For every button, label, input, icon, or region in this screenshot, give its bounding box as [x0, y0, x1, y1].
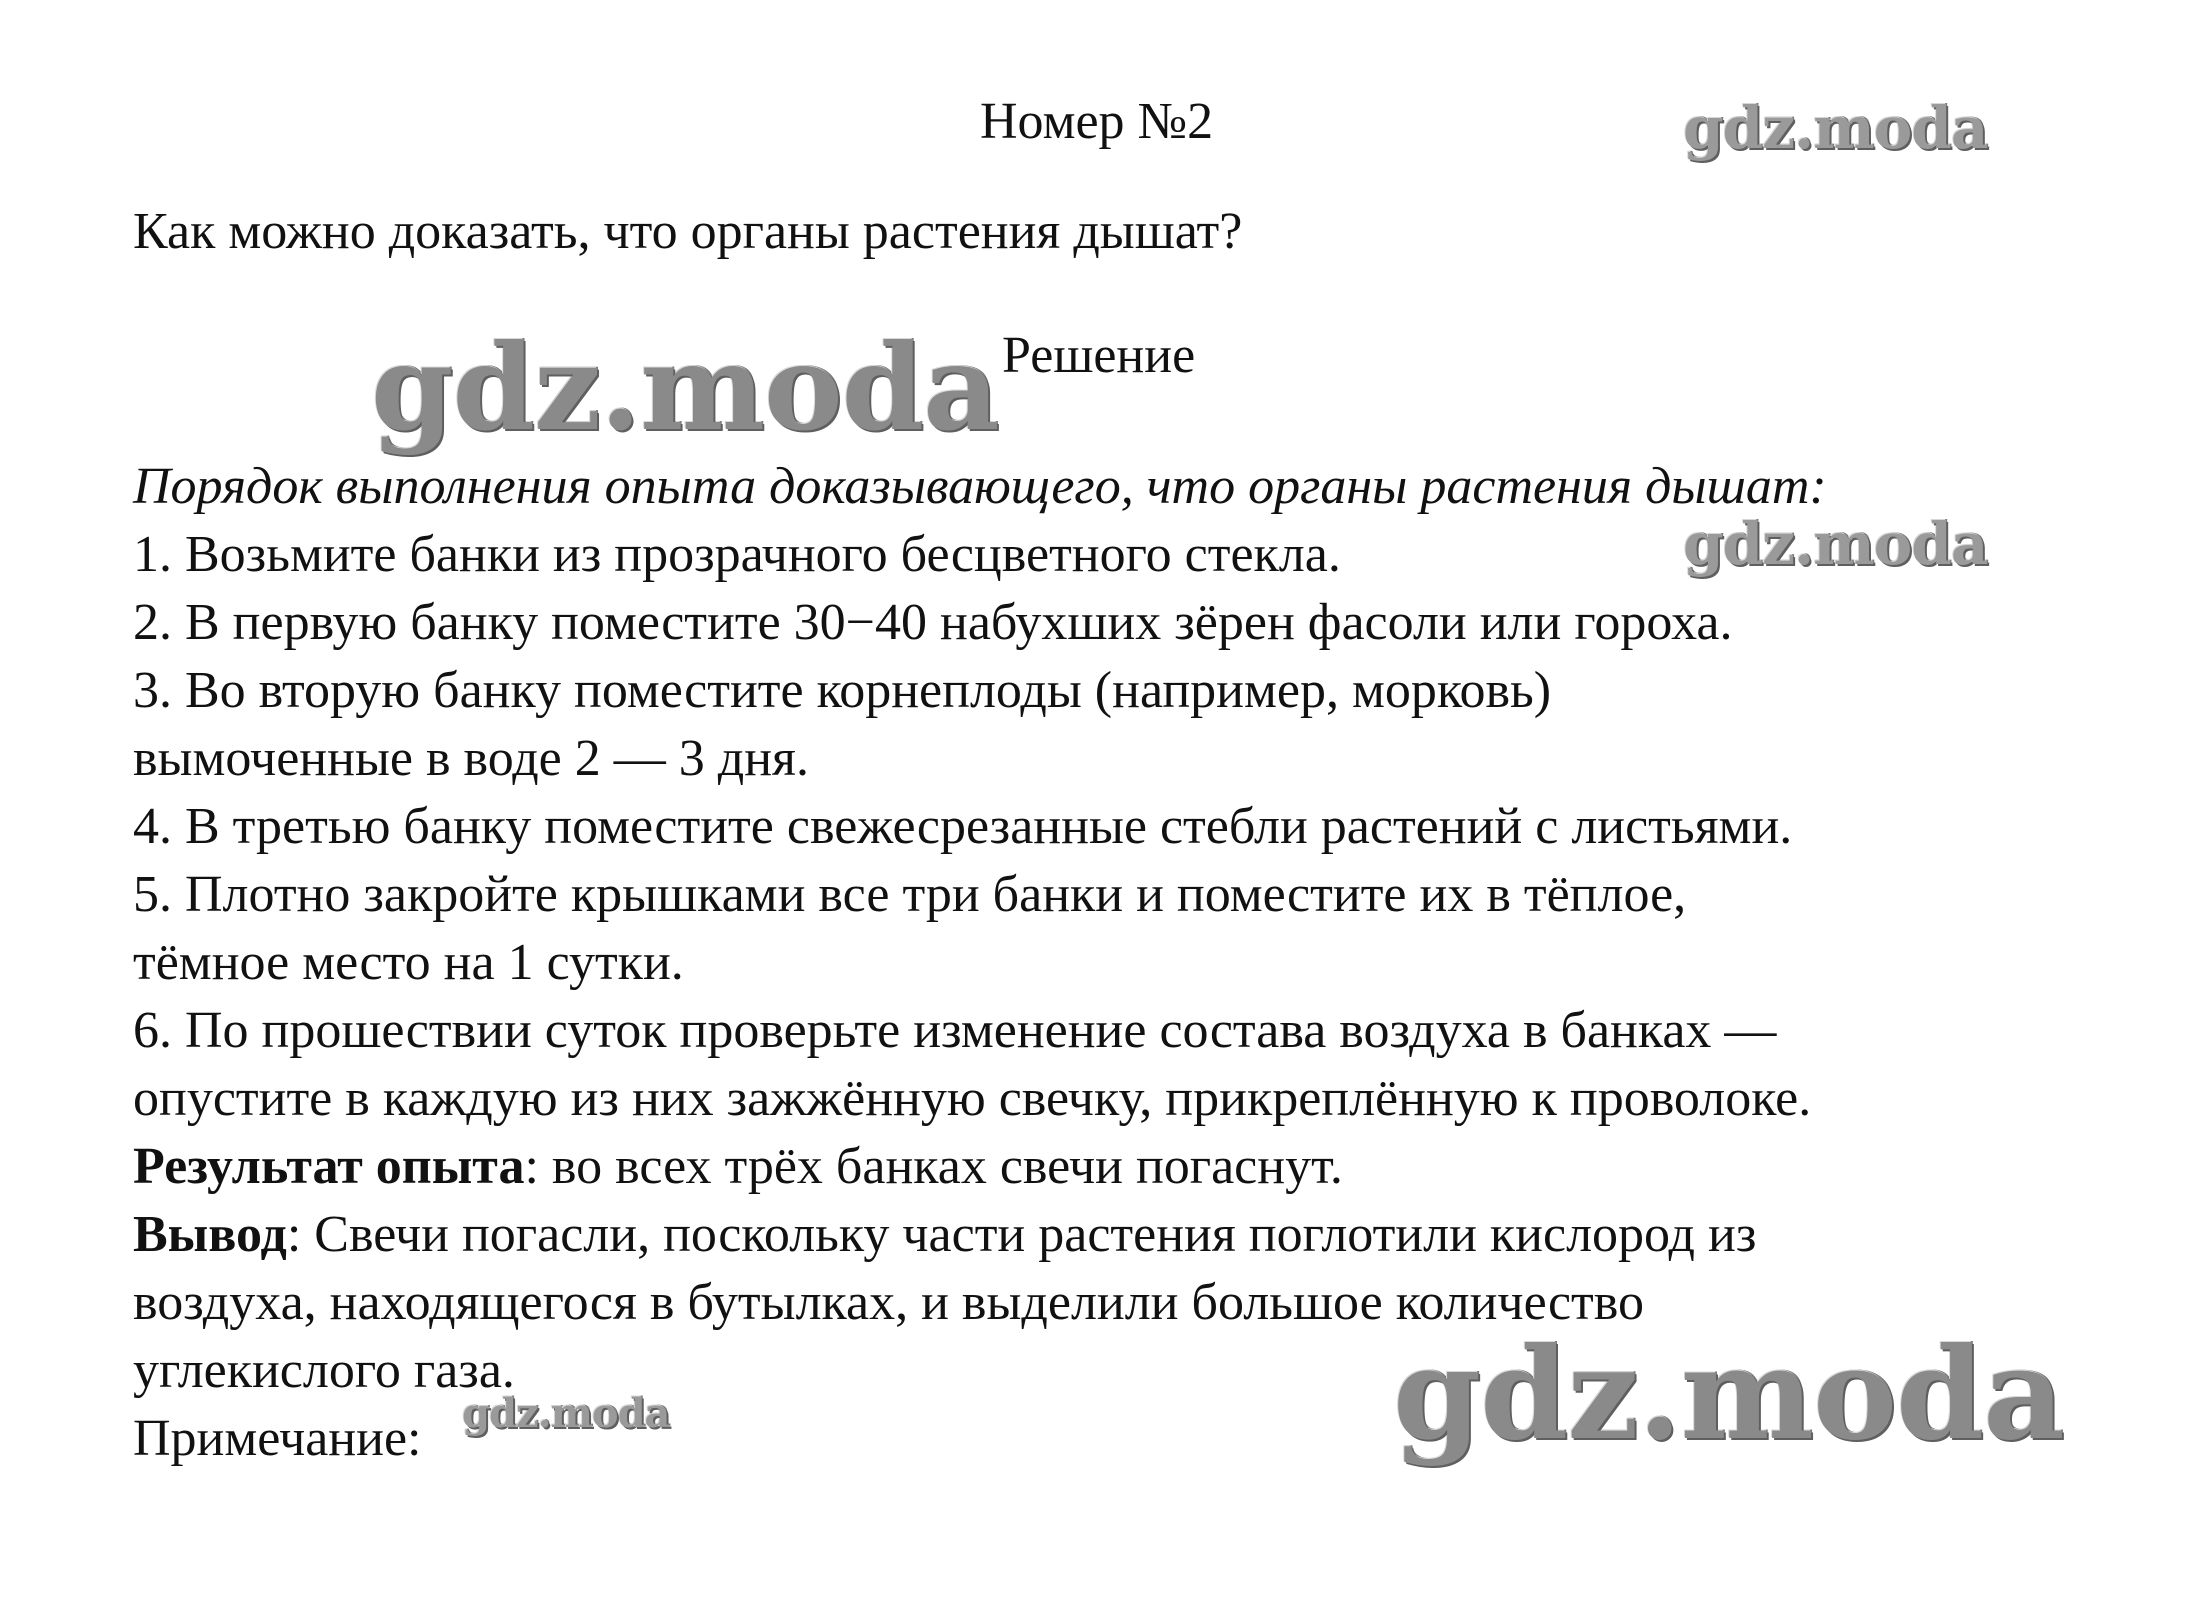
- solution-heading: Решение: [1002, 327, 1196, 384]
- step-line-4: 4. В третью банку поместите свежесрезанные стебли растений с листьями.: [133, 798, 1793, 855]
- conclusion-text: : Свечи погасли, поскольку части растения поглотили кислород из: [286, 1206, 1757, 1263]
- procedure-intro: Порядок выполнения опыта доказывающего, что органы растения дышат:: [133, 458, 1827, 515]
- watermark-logo: gdz.moda: [371, 318, 999, 457]
- note-label: Примечание:: [133, 1410, 422, 1467]
- watermark-logo: gdz.moda: [1683, 94, 1988, 162]
- step-line-3-continued: вымоченные в воде 2 — 3 дня.: [133, 730, 809, 787]
- watermark-logo: gdz.moda: [1683, 510, 1988, 578]
- result-label: Результат опыта: [133, 1138, 525, 1195]
- result-line: [133, 1138, 1343, 1195]
- step-line-5: 5. Плотно закройте крышками все три банки и поместите их в тёплое,: [133, 866, 1687, 923]
- conclusion-line-2: воздуха, находящегося в бутылках, и выделили большое количество: [133, 1274, 1644, 1331]
- step-line-6-continued: опустите в каждую из них зажжённую свечку, прикреплённую к проволоке.: [133, 1070, 1812, 1127]
- conclusion-line-3: углекислого газа.: [133, 1342, 515, 1399]
- step-line-6: 6. По прошествии суток проверьте изменение состава воздуха в банках —: [133, 1002, 1777, 1059]
- result-text: : во всех трёх банках свечи погаснут.: [524, 1138, 1343, 1195]
- conclusion-line: [133, 1206, 1757, 1263]
- step-line-1: 1. Возьмите банки из прозрачного бесцветного стекла.: [133, 526, 1341, 583]
- page-title: Номер №2: [980, 93, 1214, 150]
- step-line-2: 2. В первую банку поместите 30−40 набухших зёрен фасоли или гороха.: [133, 594, 1733, 651]
- watermark-logo: gdz.moda: [1393, 1320, 2064, 1468]
- step-line-3: 3. Во вторую банку поместите корнеплоды (например, морковь): [133, 662, 1552, 719]
- step-line-5-continued: тёмное место на 1 сутки.: [133, 934, 684, 991]
- conclusion-label: Вывод: [133, 1206, 287, 1263]
- watermark-logo: gdz.moda: [462, 1390, 670, 1437]
- question-text: Как можно доказать, что органы растения дышат?: [133, 203, 1243, 260]
